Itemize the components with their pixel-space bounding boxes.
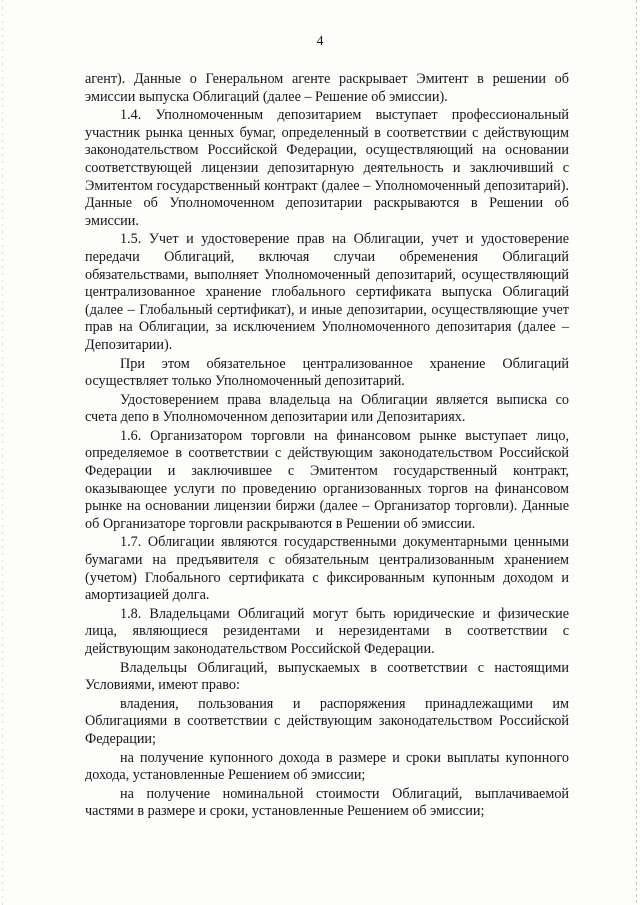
scan-edge-right [636, 0, 637, 905]
paragraph-holders-rights-intro: Владельцы Облигаций, выпускаемых в соответствии с настоящими Условиями, имеют право: [85, 659, 569, 694]
scan-edge-left [2, 0, 3, 905]
document-body [85, 71, 569, 822]
paragraph-1-5: 1.5. Учет и удостоверение прав на Облигации, учет и удостоверение передачи Облигаций, включая случаи обременения Облигаций обязательствами, выполняет Уполномоченный депозитарий, осуществляющий централизованное хранение глобального сертификата выпуска Облигаций (далее – Глобальный сертификат), и иные депозитарии, осуществляющие учет прав на Облигации, за исключением Уполномоченного депозитария (далее – Депозитарии). [85, 231, 569, 353]
paragraph-1-7: 1.7. Облигации являются государственными документарными ценными бумагами на предъявителя с обязательным централизованным хранением (учетом) Глобального сертификата с фиксированным купонным доходом и амортизацией долга. [85, 534, 569, 604]
paragraph-right-coupon: на получение купонного дохода в размере и сроки выплаты купонного дохода, установленные Решением об эмиссии; [85, 749, 569, 784]
paragraph-1-4: 1.4. Уполномоченным депозитарием выступает профессиональный участник рынка ценных бумаг, определенный в соответствии с действующим законодательством Российской Федерации, осуществляющий на основании соответствующей лицензии депозитарную деятельность и заключивший с Эмитентом государственный контракт (далее – Уполномоченный депозитарий). Данные об Уполномоченном депозитарии раскрываются в Решении об эмиссии. [85, 107, 569, 229]
paragraph-1-8: 1.8. Владельцами Облигаций могут быть юридические и физические лица, являющиеся резидентами и нерезидентами в соответствии с действующим законодательством Российской Федерации. [85, 605, 569, 657]
page-number: 4 [316, 34, 324, 49]
paragraph-ownership-proof: Удостоверением права владельца на Облигации является выписка со счета депо в Уполномоченном депозитарии или Депозитариях. [85, 391, 569, 426]
paragraph-continuation: агент). Данные о Генеральном агенте раскрывает Эмитент в решении об эмиссии выпуска Облигаций (далее – Решение об эмиссии). [85, 71, 569, 105]
paragraph-right-ownership: владения, пользования и распоряжения принадлежащими им Облигациями в соответствии с действующим законодательством Российской Федерации; [85, 695, 569, 747]
paragraph-1-6: 1.6. Организатором торговли на финансовом рынке выступает лицо, определяемое в соответствии с действующим законодательством Российской Федерации и заключившее с Эмитентом государственный контракт, оказывающее услуги по проведению организованных торгов на финансовом рынке на основании лицензии биржи (далее – Организатор торговли). Данные об Организаторе торговли раскрываются в Решении об эмиссии. [85, 427, 569, 532]
paragraph-right-nominal: на получение номинальной стоимости Облигаций, выплачиваемой частями в размере и сроки, установленные Решением об эмиссии; [85, 785, 569, 820]
paragraph-central-storage: При этом обязательное централизованное хранение Облигаций осуществляет только Уполномоченный депозитарий. [85, 355, 569, 390]
